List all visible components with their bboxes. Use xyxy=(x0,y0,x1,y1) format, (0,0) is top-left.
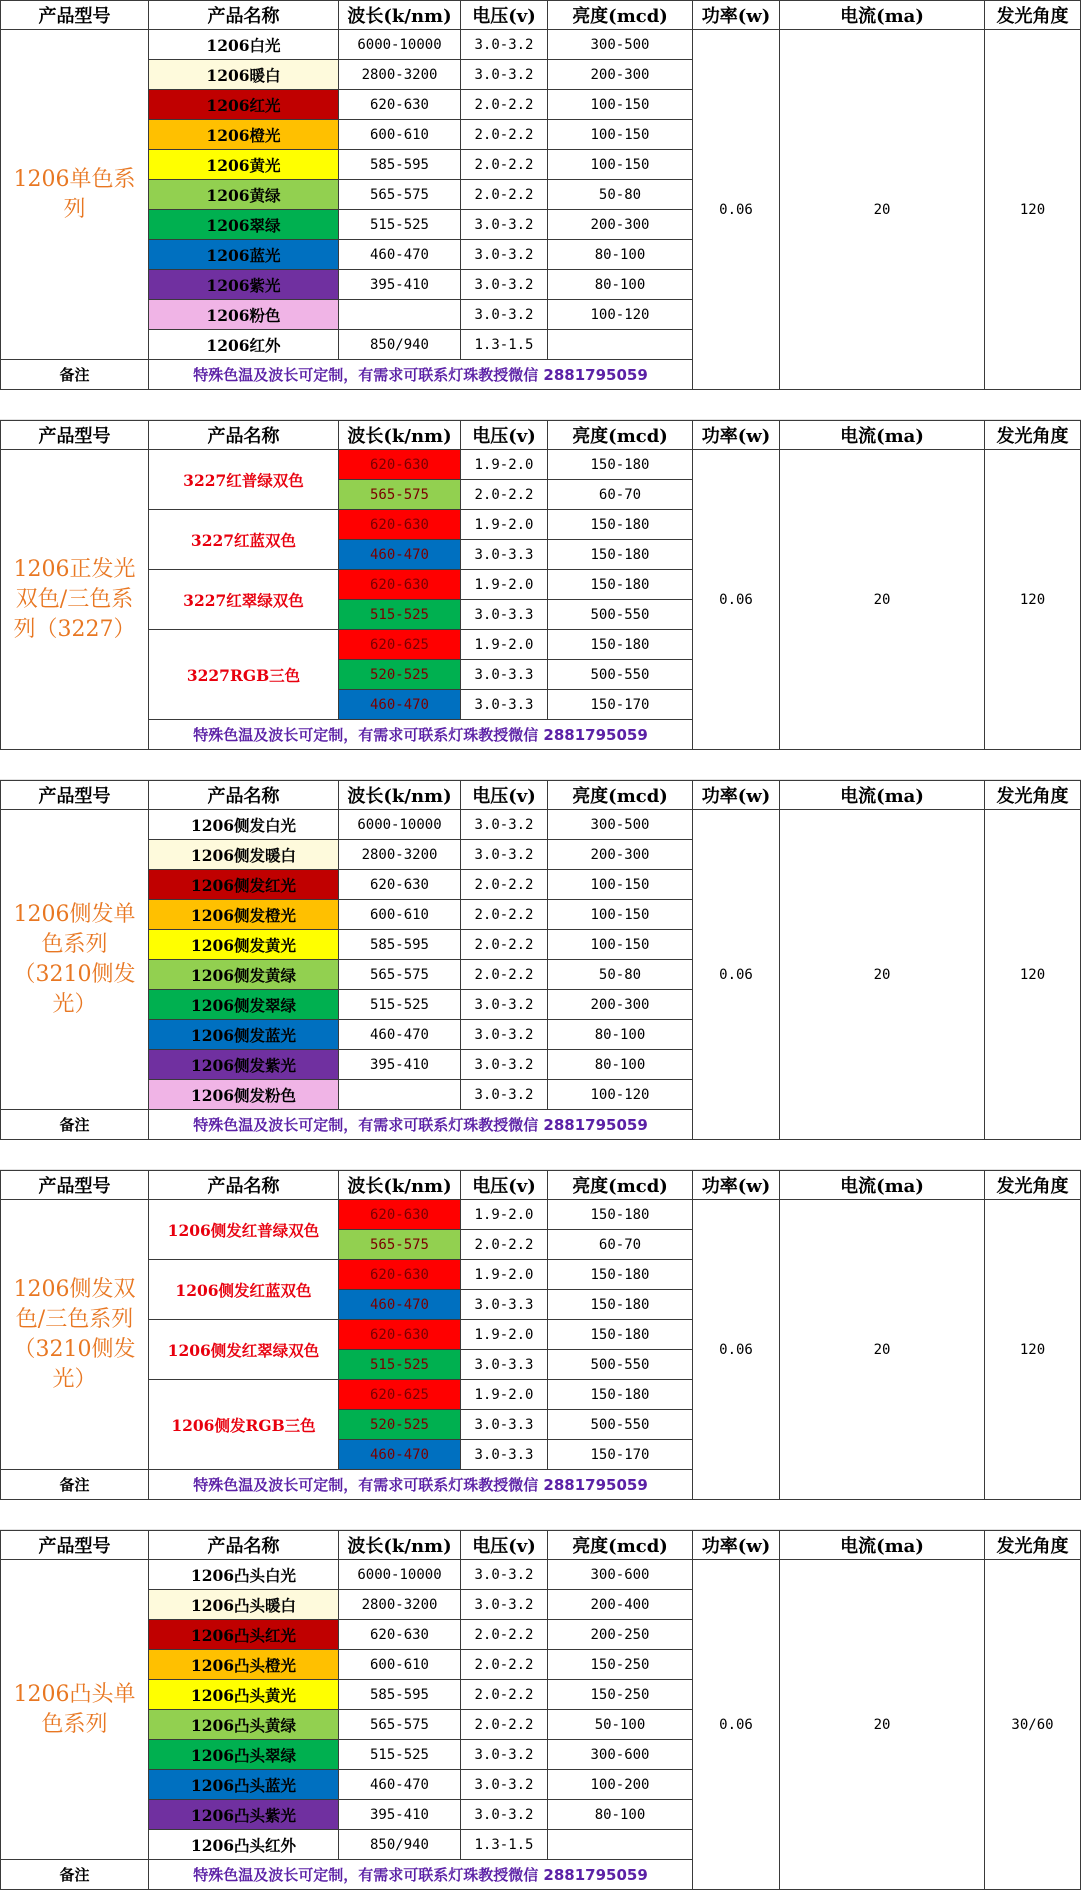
product-name: 1206侧发红光 xyxy=(149,870,339,900)
voltage-cell: 1.9-2.0 xyxy=(461,450,548,480)
wavelength-cell: 565-575 xyxy=(339,480,461,510)
wavelength-cell: 565-575 xyxy=(339,1230,461,1260)
brightness-cell: 60-70 xyxy=(548,1230,693,1260)
header-wavelength: 波长(k/nm) xyxy=(339,0,461,30)
voltage-cell: 3.0-3.2 xyxy=(461,270,548,300)
product-name: 1206侧发黄光 xyxy=(149,930,339,960)
product-name: 1206黄光 xyxy=(149,150,339,180)
header-name: 产品名称 xyxy=(149,1530,339,1560)
product-name: 1206凸头黄绿 xyxy=(149,1710,339,1740)
header-wavelength: 波长(k/nm) xyxy=(339,420,461,450)
brightness-cell: 100-120 xyxy=(548,1080,693,1110)
wavelength-cell xyxy=(339,1080,461,1110)
product-name: 1206侧发紫光 xyxy=(149,1050,339,1080)
brightness-cell: 80-100 xyxy=(548,1050,693,1080)
voltage-cell: 2.0-2.2 xyxy=(461,480,548,510)
product-name: 3227RGB三色 xyxy=(149,630,339,720)
wavelength-cell: 395-410 xyxy=(339,1800,461,1830)
header-model: 产品型号 xyxy=(0,0,149,30)
wavelength-cell: 515-525 xyxy=(339,990,461,1020)
brightness-cell: 200-300 xyxy=(548,60,693,90)
brightness-cell: 50-80 xyxy=(548,180,693,210)
brightness-cell: 50-80 xyxy=(548,960,693,990)
header-model: 产品型号 xyxy=(0,780,149,810)
wavelength-cell: 520-525 xyxy=(339,660,461,690)
voltage-cell: 2.0-2.2 xyxy=(461,180,548,210)
remark-text: 特殊色温及波长可定制，有需求可联系灯珠教授微信 2881795059 xyxy=(149,1110,693,1140)
brightness-cell: 100-120 xyxy=(548,300,693,330)
header-wavelength: 波长(k/nm) xyxy=(339,1530,461,1560)
wavelength-cell: 620-625 xyxy=(339,630,461,660)
voltage-cell: 2.0-2.2 xyxy=(461,930,548,960)
voltage-cell: 2.0-2.2 xyxy=(461,90,548,120)
product-name: 1206凸头翠绿 xyxy=(149,1740,339,1770)
voltage-cell: 1.9-2.0 xyxy=(461,510,548,540)
wavelength-cell: 460-470 xyxy=(339,690,461,720)
voltage-cell: 1.3-1.5 xyxy=(461,1830,548,1860)
product-name: 1206红外 xyxy=(149,330,339,360)
voltage-cell: 3.0-3.2 xyxy=(461,1770,548,1800)
wavelength-cell: 395-410 xyxy=(339,270,461,300)
header-angle: 发光角度 xyxy=(985,1170,1081,1200)
header-angle: 发光角度 xyxy=(985,1530,1081,1560)
voltage-cell: 3.0-3.3 xyxy=(461,1350,548,1380)
brightness-cell: 150-180 xyxy=(548,1320,693,1350)
brightness-cell: 300-500 xyxy=(548,810,693,840)
product-name: 3227红蓝双色 xyxy=(149,510,339,570)
wavelength-cell: 2800-3200 xyxy=(339,60,461,90)
voltage-cell: 1.9-2.0 xyxy=(461,1320,548,1350)
header-model: 产品型号 xyxy=(0,1530,149,1560)
header-power: 功率(w) xyxy=(693,1170,780,1200)
wavelength-cell: 620-630 xyxy=(339,450,461,480)
header-power: 功率(w) xyxy=(693,420,780,450)
voltage-cell: 3.0-3.2 xyxy=(461,240,548,270)
header-brightness: 亮度(mcd) xyxy=(548,780,693,810)
voltage-cell: 2.0-2.2 xyxy=(461,120,548,150)
note-label: 备注 xyxy=(0,1110,149,1140)
section-gap xyxy=(0,1140,1081,1170)
voltage-cell: 2.0-2.2 xyxy=(461,1230,548,1260)
product-name: 1206凸头红外 xyxy=(149,1830,339,1860)
voltage-cell: 1.3-1.5 xyxy=(461,330,548,360)
brightness-cell: 150-180 xyxy=(548,1380,693,1410)
wavelength-cell: 565-575 xyxy=(339,1710,461,1740)
brightness-cell: 150-180 xyxy=(548,510,693,540)
wavelength-cell: 515-525 xyxy=(339,1740,461,1770)
product-name: 1206凸头黄光 xyxy=(149,1680,339,1710)
header-angle: 发光角度 xyxy=(985,780,1081,810)
wavelength-cell: 460-470 xyxy=(339,1440,461,1470)
voltage-cell: 2.0-2.2 xyxy=(461,1710,548,1740)
wavelength-cell: 600-610 xyxy=(339,900,461,930)
wavelength-cell: 620-630 xyxy=(339,510,461,540)
wavelength-cell: 520-525 xyxy=(339,1410,461,1440)
wavelength-cell: 460-470 xyxy=(339,240,461,270)
section-gap xyxy=(0,390,1081,420)
header-current: 电流(ma) xyxy=(780,780,985,810)
wavelength-cell: 515-525 xyxy=(339,600,461,630)
power-cell: 0.06 xyxy=(693,810,780,1140)
wavelength-cell: 620-625 xyxy=(339,1380,461,1410)
brightness-cell: 100-200 xyxy=(548,1770,693,1800)
voltage-cell: 2.0-2.2 xyxy=(461,150,548,180)
wavelength-cell: 620-630 xyxy=(339,1260,461,1290)
series-title: 1206侧发双色/三色系列（3210侧发光） xyxy=(0,1200,149,1470)
voltage-cell: 2.0-2.2 xyxy=(461,960,548,990)
brightness-cell: 300-600 xyxy=(548,1560,693,1590)
brightness-cell: 150-180 xyxy=(548,450,693,480)
product-name: 1206侧发RGB三色 xyxy=(149,1380,339,1470)
brightness-cell: 150-170 xyxy=(548,690,693,720)
brightness-cell: 150-180 xyxy=(548,1260,693,1290)
header-power: 功率(w) xyxy=(693,1530,780,1560)
voltage-cell: 3.0-3.3 xyxy=(461,600,548,630)
wavelength-cell xyxy=(339,300,461,330)
product-name: 1206侧发蓝光 xyxy=(149,1020,339,1050)
header-current: 电流(ma) xyxy=(780,1170,985,1200)
voltage-cell: 3.0-3.2 xyxy=(461,1080,548,1110)
wavelength-cell: 620-630 xyxy=(339,1320,461,1350)
voltage-cell: 3.0-3.2 xyxy=(461,990,548,1020)
voltage-cell: 3.0-3.2 xyxy=(461,1740,548,1770)
voltage-cell: 3.0-3.3 xyxy=(461,690,548,720)
voltage-cell: 3.0-3.2 xyxy=(461,1020,548,1050)
angle-cell: 120 xyxy=(985,450,1081,750)
brightness-cell: 150-250 xyxy=(548,1650,693,1680)
header-name: 产品名称 xyxy=(149,0,339,30)
wavelength-cell: 395-410 xyxy=(339,1050,461,1080)
voltage-cell: 3.0-3.2 xyxy=(461,60,548,90)
wavelength-cell: 585-595 xyxy=(339,150,461,180)
brightness-cell: 500-550 xyxy=(548,1350,693,1380)
header-voltage: 电压(v) xyxy=(461,780,548,810)
power-cell: 0.06 xyxy=(693,1560,780,1890)
product-name: 1206侧发暖白 xyxy=(149,840,339,870)
voltage-cell: 3.0-3.3 xyxy=(461,540,548,570)
product-name: 1206凸头橙光 xyxy=(149,1650,339,1680)
header-wavelength: 波长(k/nm) xyxy=(339,1170,461,1200)
angle-cell: 120 xyxy=(985,1200,1081,1500)
voltage-cell: 1.9-2.0 xyxy=(461,1260,548,1290)
brightness-cell: 100-150 xyxy=(548,120,693,150)
brightness-cell: 200-300 xyxy=(548,990,693,1020)
header-wavelength: 波长(k/nm) xyxy=(339,780,461,810)
wavelength-cell: 585-595 xyxy=(339,930,461,960)
brightness-cell: 100-150 xyxy=(548,870,693,900)
header-brightness: 亮度(mcd) xyxy=(548,1530,693,1560)
wavelength-cell: 6000-10000 xyxy=(339,810,461,840)
angle-cell: 30/60 xyxy=(985,1560,1081,1890)
angle-cell: 120 xyxy=(985,30,1081,390)
brightness-cell: 100-150 xyxy=(548,150,693,180)
product-name: 1206凸头暖白 xyxy=(149,1590,339,1620)
product-name: 1206粉色 xyxy=(149,300,339,330)
wavelength-cell: 620-630 xyxy=(339,570,461,600)
brightness-cell: 200-250 xyxy=(548,1620,693,1650)
voltage-cell: 3.0-3.2 xyxy=(461,300,548,330)
product-name: 1206蓝光 xyxy=(149,240,339,270)
product-name: 1206红光 xyxy=(149,90,339,120)
wavelength-cell: 515-525 xyxy=(339,210,461,240)
brightness-cell: 150-180 xyxy=(548,630,693,660)
product-name: 1206黄绿 xyxy=(149,180,339,210)
product-name: 1206橙光 xyxy=(149,120,339,150)
brightness-cell: 300-500 xyxy=(548,30,693,60)
header-brightness: 亮度(mcd) xyxy=(548,420,693,450)
brightness-cell: 100-150 xyxy=(548,900,693,930)
wavelength-cell: 850/940 xyxy=(339,330,461,360)
section-gap xyxy=(0,750,1081,780)
remark-text: 特殊色温及波长可定制，有需求可联系灯珠教授微信 2881795059 xyxy=(149,1860,693,1890)
remark-text: 特殊色温及波长可定制，有需求可联系灯珠教授微信 2881795059 xyxy=(149,360,693,390)
header-model: 产品型号 xyxy=(0,1170,149,1200)
product-name: 1206侧发粉色 xyxy=(149,1080,339,1110)
brightness-cell: 60-70 xyxy=(548,480,693,510)
wavelength-cell: 850/940 xyxy=(339,1830,461,1860)
brightness-cell: 150-180 xyxy=(548,1200,693,1230)
wavelength-cell: 460-470 xyxy=(339,1020,461,1050)
voltage-cell: 3.0-3.2 xyxy=(461,1560,548,1590)
brightness-cell: 200-400 xyxy=(548,1590,693,1620)
brightness-cell: 150-170 xyxy=(548,1440,693,1470)
voltage-cell: 3.0-3.2 xyxy=(461,30,548,60)
voltage-cell: 2.0-2.2 xyxy=(461,1620,548,1650)
power-cell: 0.06 xyxy=(693,1200,780,1500)
wavelength-cell: 585-595 xyxy=(339,1680,461,1710)
voltage-cell: 2.0-2.2 xyxy=(461,870,548,900)
product-name: 1206白光 xyxy=(149,30,339,60)
wavelength-cell: 460-470 xyxy=(339,1290,461,1320)
wavelength-cell: 6000-10000 xyxy=(339,30,461,60)
product-name: 3227红翠绿双色 xyxy=(149,570,339,630)
power-cell: 0.06 xyxy=(693,30,780,390)
note-label: 备注 xyxy=(0,1860,149,1890)
product-name: 1206侧发白光 xyxy=(149,810,339,840)
voltage-cell: 3.0-3.2 xyxy=(461,1050,548,1080)
brightness-cell: 100-150 xyxy=(548,930,693,960)
header-name: 产品名称 xyxy=(149,780,339,810)
header-brightness: 亮度(mcd) xyxy=(548,0,693,30)
header-current: 电流(ma) xyxy=(780,1530,985,1560)
header-current: 电流(ma) xyxy=(780,420,985,450)
brightness-cell xyxy=(548,330,693,360)
brightness-cell: 80-100 xyxy=(548,1020,693,1050)
voltage-cell: 1.9-2.0 xyxy=(461,630,548,660)
wavelength-cell: 600-610 xyxy=(339,1650,461,1680)
series-title: 1206侧发单色系列（3210侧发光） xyxy=(0,810,149,1110)
brightness-cell: 200-300 xyxy=(548,840,693,870)
brightness-cell: 200-300 xyxy=(548,210,693,240)
brightness-cell: 150-250 xyxy=(548,1680,693,1710)
voltage-cell: 2.0-2.2 xyxy=(461,900,548,930)
product-name: 1206翠绿 xyxy=(149,210,339,240)
wavelength-cell: 6000-10000 xyxy=(339,1560,461,1590)
wavelength-cell: 460-470 xyxy=(339,1770,461,1800)
header-voltage: 电压(v) xyxy=(461,1530,548,1560)
voltage-cell: 3.0-3.2 xyxy=(461,1800,548,1830)
product-name: 1206凸头红光 xyxy=(149,1620,339,1650)
header-power: 功率(w) xyxy=(693,0,780,30)
product-name: 1206侧发红普绿双色 xyxy=(149,1200,339,1260)
wavelength-cell: 620-630 xyxy=(339,1620,461,1650)
header-voltage: 电压(v) xyxy=(461,0,548,30)
brightness-cell: 150-180 xyxy=(548,540,693,570)
voltage-cell: 3.0-3.3 xyxy=(461,1440,548,1470)
remark-text: 特殊色温及波长可定制，有需求可联系灯珠教授微信 2881795059 xyxy=(149,720,693,750)
brightness-cell: 500-550 xyxy=(548,660,693,690)
voltage-cell: 3.0-3.3 xyxy=(461,1410,548,1440)
product-name: 1206侧发黄绿 xyxy=(149,960,339,990)
product-name: 1206侧发翠绿 xyxy=(149,990,339,1020)
product-name: 1206侧发红翠绿双色 xyxy=(149,1320,339,1380)
wavelength-cell: 620-630 xyxy=(339,870,461,900)
product-name: 1206暖白 xyxy=(149,60,339,90)
brightness-cell: 100-150 xyxy=(548,90,693,120)
voltage-cell: 1.9-2.0 xyxy=(461,570,548,600)
note-label: 备注 xyxy=(0,360,149,390)
brightness-cell: 80-100 xyxy=(548,1800,693,1830)
brightness-cell: 500-550 xyxy=(548,600,693,630)
brightness-cell: 300-600 xyxy=(548,1740,693,1770)
product-name: 1206侧发红蓝双色 xyxy=(149,1260,339,1320)
wavelength-cell: 460-470 xyxy=(339,540,461,570)
brightness-cell xyxy=(548,1830,693,1860)
product-name: 1206凸头紫光 xyxy=(149,1800,339,1830)
header-angle: 发光角度 xyxy=(985,420,1081,450)
wavelength-cell: 600-610 xyxy=(339,120,461,150)
header-voltage: 电压(v) xyxy=(461,420,548,450)
voltage-cell: 3.0-3.2 xyxy=(461,210,548,240)
header-name: 产品名称 xyxy=(149,1170,339,1200)
brightness-cell: 150-180 xyxy=(548,570,693,600)
current-cell: 20 xyxy=(780,450,985,750)
header-brightness: 亮度(mcd) xyxy=(548,1170,693,1200)
brightness-cell: 80-100 xyxy=(548,240,693,270)
wavelength-cell: 620-630 xyxy=(339,1200,461,1230)
series-title: 1206单色系列 xyxy=(0,30,149,360)
voltage-cell: 3.0-3.2 xyxy=(461,1590,548,1620)
product-name: 1206紫光 xyxy=(149,270,339,300)
wavelength-cell: 565-575 xyxy=(339,180,461,210)
product-name: 1206侧发橙光 xyxy=(149,900,339,930)
wavelength-cell: 2800-3200 xyxy=(339,1590,461,1620)
current-cell: 20 xyxy=(780,810,985,1140)
product-name: 1206凸头白光 xyxy=(149,1560,339,1590)
brightness-cell: 500-550 xyxy=(548,1410,693,1440)
power-cell: 0.06 xyxy=(693,450,780,750)
voltage-cell: 3.0-3.2 xyxy=(461,810,548,840)
header-voltage: 电压(v) xyxy=(461,1170,548,1200)
header-angle: 发光角度 xyxy=(985,0,1081,30)
voltage-cell: 2.0-2.2 xyxy=(461,1650,548,1680)
remark-text: 特殊色温及波长可定制，有需求可联系灯珠教授微信 2881795059 xyxy=(149,1470,693,1500)
header-current: 电流(ma) xyxy=(780,0,985,30)
product-name: 1206凸头蓝光 xyxy=(149,1770,339,1800)
note-label: 备注 xyxy=(0,1470,149,1500)
voltage-cell: 2.0-2.2 xyxy=(461,1680,548,1710)
wavelength-cell: 620-630 xyxy=(339,90,461,120)
section-gap xyxy=(0,1500,1081,1530)
voltage-cell: 3.0-3.2 xyxy=(461,840,548,870)
voltage-cell: 3.0-3.3 xyxy=(461,1290,548,1320)
header-name: 产品名称 xyxy=(149,420,339,450)
voltage-cell: 1.9-2.0 xyxy=(461,1200,548,1230)
series-title: 1206凸头单色系列 xyxy=(0,1560,149,1860)
brightness-cell: 50-100 xyxy=(548,1710,693,1740)
wavelength-cell: 515-525 xyxy=(339,1350,461,1380)
voltage-cell: 1.9-2.0 xyxy=(461,1380,548,1410)
wavelength-cell: 565-575 xyxy=(339,960,461,990)
current-cell: 20 xyxy=(780,1200,985,1500)
angle-cell: 120 xyxy=(985,810,1081,1140)
product-name: 3227红普绿双色 xyxy=(149,450,339,510)
series-title: 1206正发光双色/三色系列（3227） xyxy=(0,450,149,750)
voltage-cell: 3.0-3.3 xyxy=(461,660,548,690)
brightness-cell: 150-180 xyxy=(548,1290,693,1320)
brightness-cell: 80-100 xyxy=(548,270,693,300)
current-cell: 20 xyxy=(780,1560,985,1890)
current-cell: 20 xyxy=(780,30,985,390)
wavelength-cell: 2800-3200 xyxy=(339,840,461,870)
header-model: 产品型号 xyxy=(0,420,149,450)
header-power: 功率(w) xyxy=(693,780,780,810)
